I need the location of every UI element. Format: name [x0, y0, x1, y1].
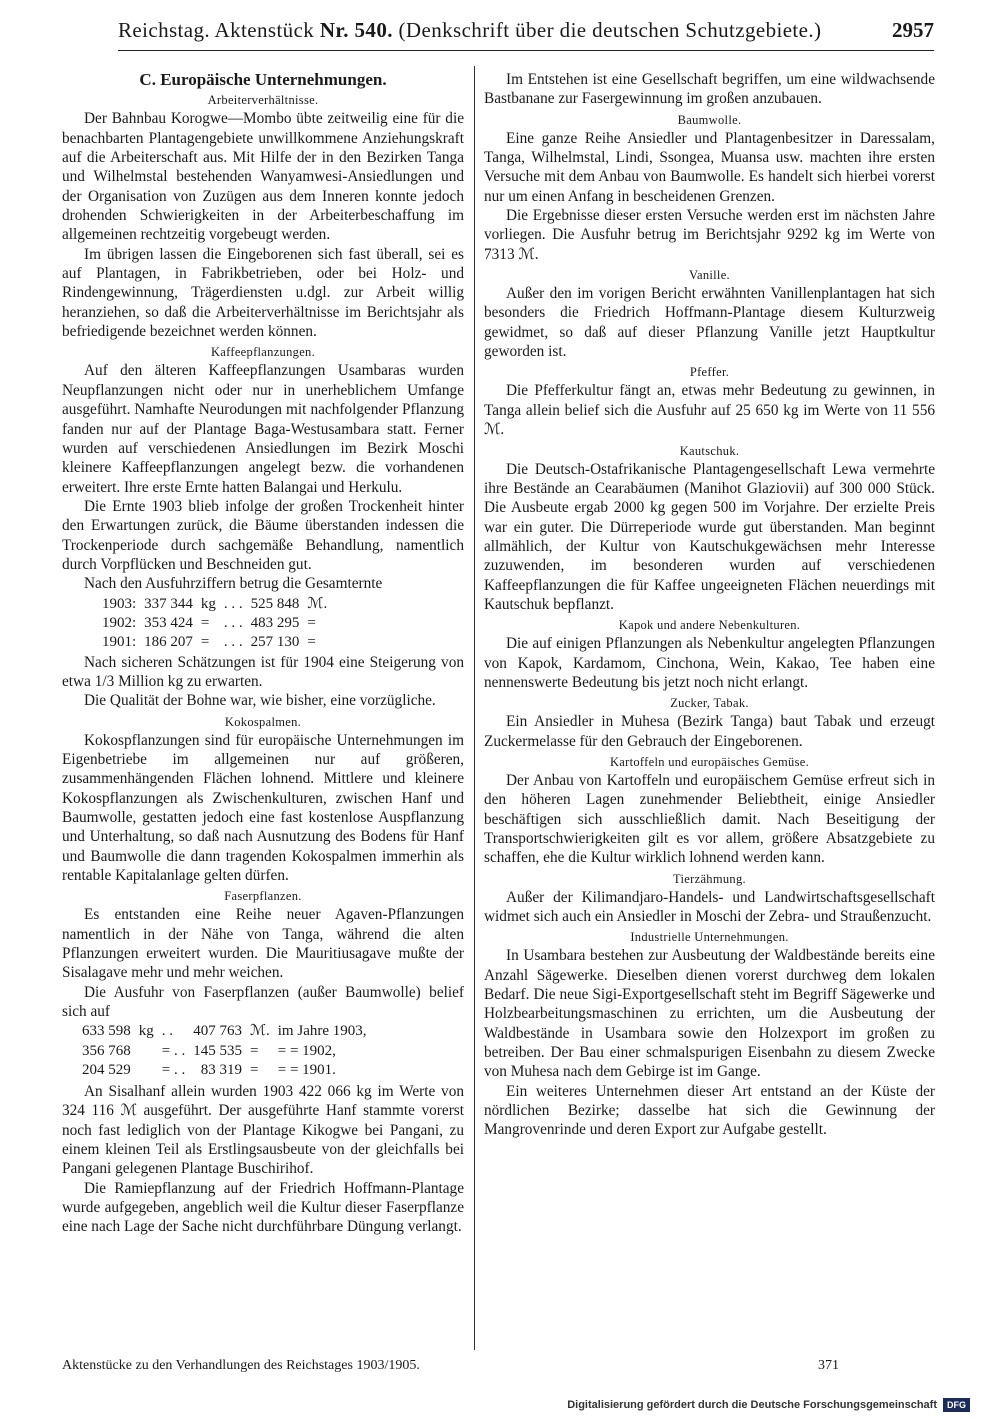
section-heading: Kaffeepflanzungen.	[210, 345, 316, 360]
table-cell: =	[200, 633, 210, 650]
section-heading: Arbeiterverhältnisse.	[207, 93, 319, 108]
table-cell: 1903:	[102, 595, 137, 612]
table-cell: 204 529	[82, 1062, 131, 1079]
paragraph: An Sisalhanf allein wurden 1903 422 066 kg im Werte von 324 116 ℳ ausgeführt. Der ausgeführte Hanf stammte vorerst noch fast lediglich von der Plantage Kikogwe bei Pangani, zu einem kleinen Teil als Erstlingsausbeute von der gleichfalls bei Pangani gelegenen Plantage Buschirihof.	[62, 1082, 464, 1178]
table-cell: 633 598	[82, 1023, 131, 1040]
paragraph: Ein weiteres Unternehmen dieser Art entstand an der Küste der nördlichen Bezirke; dasselbe hat sich die Gewinnung der Mangrovenrinde und deren Export zur Aufgabe gestellt.	[484, 1082, 935, 1139]
table-row	[102, 614, 335, 633]
left-column	[62, 70, 464, 1237]
paragraph: Die Ergebnisse dieser ersten Versuche werden erst im nächsten Jahre vorliegen. Die Ausfuhr betrug im Berichtsjahr 9292 kg im Werte von 7313 ℳ.	[484, 207, 935, 263]
table-cell	[139, 1042, 162, 1062]
table-cell: = . .	[161, 1062, 186, 1079]
table-row	[82, 1061, 375, 1081]
table-cell: 353 424	[144, 614, 193, 631]
footer-source: Aktenstücke zu den Verhandlungen des Reichstages 1903/1905.	[62, 1358, 420, 1373]
table-cell: 145 535	[193, 1042, 242, 1059]
table-cell: ℳ.	[249, 1023, 270, 1040]
paragraph: Kokospflanzungen sind für europäische Unternehmungen im Eigenbetriebe im allgemeinen nur auf größeren, zusammenhängenden Flächen lohnend. Mittlere und kleinere Kokospflanzungen als Zwischenkulturen, zwischen Hanf und Baumwolle, gestatten jedoch eine fast kostenlose Auspflanzung und Unterhaltung, so daß nach Ausnutzung des Bodens für Hanf und Baumwolle die dann tragenden Kokospalmen immerhin als rentable Kapitalanlage gelten dürfen.	[62, 731, 464, 885]
paragraph: Im Entstehen ist eine Gesellschaft begriffen, um eine wildwachsende Bastbanane zur Fasergewinnung im großen anzubauen.	[484, 71, 935, 108]
table-cell: =	[307, 614, 316, 631]
section-heading: Kapok und andere Nebenkulturen.	[618, 618, 801, 633]
section-heading: Tierzähmung.	[673, 871, 746, 886]
table-row	[82, 1042, 375, 1062]
running-title-prefix: Reichstag. Aktenstück	[118, 18, 320, 42]
table-cell: . . .	[223, 633, 243, 650]
section-heading: Kokospalmen.	[224, 714, 302, 729]
paragraph: Eine ganze Reihe Ansiedler und Plantagenbesitzer in Daressalam, Tanga, Wilhelmstal, Lindi, Ssongea, Muansa usw. machten ihre ersten Versuche mit dem Anbau von Baumwolle. Es handelt sich hierbei vorerst nur um einen Anfang in bescheidenen Grenzen.	[484, 129, 935, 205]
page-number: 2957	[892, 18, 934, 42]
paragraph: Es entstanden eine Reihe neuer Agaven-Pflanzungen namentlich in der Nähe von Tanga, während die alten Pflanzungen erweitert wurden. Die Mauritiusagave mußte der Sisalagave mehr und mehr weichen.	[62, 906, 464, 982]
table-cell: 356 768	[82, 1042, 131, 1059]
table-cell: =	[249, 1042, 259, 1059]
table-cell: kg	[200, 595, 216, 612]
table-cell: 186 207	[144, 633, 193, 650]
table-cell: = . .	[161, 1042, 186, 1059]
paragraph: Die Deutsch-Ostafrikanische Plantagengesellschaft Lewa vermehrte ihre Bestände an Cearabäumen (Manihot Glaziovii) auf 300 000 Stück. Die Ausbeute ergab 2000 kg gegen 500 im Vorjahre. Der erzielte Preis war ein guter. Die Dürreperiode wurde gut überstanden. Man beginnt allmählich, der Kultur von Kautschukgewächsen mehr Interesse zuzuwenden, im besonderen wurden auf verschiedenen Kaffeepflanzungen die für Kaffee ungeeigneten Flächen neuerdings mit Kautschuk bepflanzt.	[484, 460, 935, 613]
table-cell: = = 1902,	[277, 1042, 336, 1059]
paragraph: Außer den im vorigen Bericht erwähnten Vanillenplantagen hat sich besonders die Friedrich Hoffmann-Plantage diesem Kulturzweig gewidmet, so daß auf dieser Pflanzung Vanille jetzt Hauptkultur geworden ist.	[484, 285, 935, 361]
section-heading: Kartoffeln und europäisches Gemüse.	[609, 754, 810, 769]
paragraph: Der Anbau von Kartoffeln und europäischem Gemüse erfreut sich in den höheren Lagen zunehmender Beliebtheit, einige Ansiedler beschäftigen sich ausschließlich damit. Nach Beseitigung der Transportschwierigkeiten gilt es vor allem, größere Absatzgebiete zu schaffen, ehe die Kultur wirklich lohnend werden kann.	[484, 771, 935, 867]
table-cell: . . .	[223, 614, 243, 631]
footer-page-number: 371	[818, 1358, 839, 1373]
table-cell	[139, 1061, 162, 1081]
section-heading: Kautschuk.	[679, 443, 740, 458]
running-title	[118, 18, 821, 43]
page-header	[118, 16, 934, 51]
table-cell: 1902:	[102, 614, 137, 631]
digitization-credit	[567, 1398, 970, 1412]
paragraph: Der Bahnbau Korogwe—Mombo übte zeitweilig eine für die benachbarten Plantagengebiete unwillkommene Anziehungskraft auf die Arbeiterschaft aus. Mit Hilfe der in den Bezirken Tanga und Wilhelmstal bestehenden Wanyamwesi-Ansiedlungen und der Organisation von Zuzügen aus dem Inneren konnte jedoch drohenden Schwierigkeiten in der Arbeiterbeschaffung im allgemeinen rechtzeitig vorgebeugt werden.	[62, 110, 464, 244]
table-cell: kg	[138, 1023, 154, 1040]
table-cell: =	[249, 1062, 259, 1079]
paragraph: Ein Ansiedler in Muhesa (Bezirk Tanga) baut Tabak und erzeugt Zuckermelasse für den Gebrauch der Eingeborenen.	[484, 713, 935, 750]
table-row	[102, 633, 335, 652]
table-cell: =	[200, 614, 210, 631]
paragraph: Die Ramiepflanzung auf der Friedrich Hoffmann-Plantage wurde aufgegeben, angeblich weil die Kultur dieser Faserpflanze eine nach Lage der Sache nicht durchführbare Düngung verlangt.	[62, 1179, 464, 1236]
section-heading: Industrielle Unternehmungen.	[630, 930, 789, 945]
section-heading: Faserpflanzen.	[224, 889, 302, 904]
table-cell: 1901:	[102, 633, 137, 650]
table-cell: =	[307, 633, 316, 650]
table-cell: . .	[161, 1023, 173, 1040]
section-heading: Zucker, Tabak.	[670, 696, 749, 711]
paragraph: Die Qualität der Bohne war, wie bisher, eine vorzügliche.	[84, 692, 436, 710]
paragraph: In Usambara bestehen zur Ausbeutung der Waldbestände bereits eine Anzahl Sägewerke. Dieselben dienen vorerst durchweg dem lokalen Bedarf. Die neue Sigi-Exportgesellschaft steht im Begriff Sägewerke und Holzbearbeitungsmaschinen zu errichten, um die Ausbeutung der Waldbestände in Usambara sowie den Holzexport im großen zu betreiben. Der Bau einer schmalspurigen Eisenbahn zu diesem Zwecke von Muhesa nach dem Gebirge ist im Gange.	[484, 947, 935, 1081]
table-cell: . . .	[223, 595, 243, 612]
paragraph: Auf den älteren Kaffeepflanzungen Usambaras wurden Neupflanzungen nicht oder nur in unerheblichem Umfange ausgeführt. Namhafte Neurodungen mit nachfolgender Pflanzung fanden nur auf der Plantage Baga-Westusambara statt. Ferner wurden auf verschiedenen Ansiedlungen im Bezirk Moschi kleinere Kaffeepflanzungen angelegt bezw. die vorhandenen erweitert. Ihre erste Ernte hatten Balangai und Herkulu.	[62, 362, 464, 496]
dfg-logo-icon: DFG	[943, 1398, 970, 1412]
table-row	[102, 595, 335, 614]
paragraph: Die Ernte 1903 blieb infolge der großen Trockenheit hinter den Erwartungen zurück, die Bäume überstanden indessen die Trockenperiode durch sachgemäße Behandlung, namentlich durch Vorpflücken und Beschneiden gut.	[62, 497, 464, 573]
section-heading: Baumwolle.	[677, 112, 742, 127]
table-cell: 257 130	[250, 633, 300, 650]
table-row	[82, 1022, 375, 1042]
fiber-export-table	[82, 1022, 375, 1081]
digitization-text: Digitalisierung gefördert durch die Deutsche Forschungsgemeinschaft	[567, 1399, 937, 1411]
table-cell: 337 344	[144, 595, 193, 612]
section-heading: Pfeffer.	[689, 365, 730, 380]
table-cell: 525 848	[250, 595, 300, 612]
paragraph: Die auf einigen Pflanzungen als Nebenkultur angelegten Pflanzungen von Kapok, Kardamom, Cinchona, Wein, Kakao, Tee haben eine nennenswerte Bedeutung bis jetzt noch nicht erlangt.	[484, 635, 935, 691]
chapter-heading: C. Europäische Unternehmungen.	[139, 70, 387, 89]
table-cell: = = 1901.	[277, 1062, 336, 1079]
paragraph: Im übrigen lassen die Eingeborenen sich fast überall, sei es auf Plantagen, in Fabrikbetrieben, oder bei Holz- und Rindengewinnung, Trägerdiensten u.dgl. zur Arbeit willig heranziehen, so daß die Arbeiterverhältnisse im Berichtsjahr als befriedigende bezeichnet werden können.	[62, 245, 464, 341]
paragraph: Die Pfefferkultur fängt an, etwas mehr Bedeutung zu gewinnen, in Tanga allein belief sich die Ausfuhr auf 25 650 kg im Werte von 11 556 ℳ.	[484, 382, 935, 439]
table-cell: 407 763	[193, 1023, 242, 1040]
table-cell: 483 295	[250, 614, 300, 631]
table-cell: 83 319	[200, 1062, 242, 1079]
document-number: Nr. 540.	[319, 18, 393, 42]
right-column	[484, 70, 935, 1140]
table-cell: im Jahre 1903,	[277, 1023, 367, 1040]
paragraph: Außer der Kilimandjaro-Handels- und Landwirtschaftsgesellschaft widmet sich auch ein Ansiedler in Moschi der Zebra- und Straußenzucht.	[484, 888, 935, 926]
column-divider	[474, 66, 475, 1350]
running-title-suffix: (Denkschrift über die deutschen Schutzgebiete.)	[392, 18, 822, 42]
table-cell: ℳ.	[307, 595, 328, 612]
section-heading: Vanille.	[689, 268, 730, 283]
coffee-export-table	[102, 595, 335, 652]
paragraph: Die Ausfuhr von Faserpflanzen (außer Baumwolle) belief sich auf	[62, 983, 464, 1021]
paragraph: Nach den Ausfuhrziffern betrug die Gesamternte	[84, 575, 383, 593]
paragraph: Nach sicheren Schätzungen ist für 1904 eine Steigerung von etwa 1/3 Million kg zu erwarten.	[62, 653, 464, 690]
